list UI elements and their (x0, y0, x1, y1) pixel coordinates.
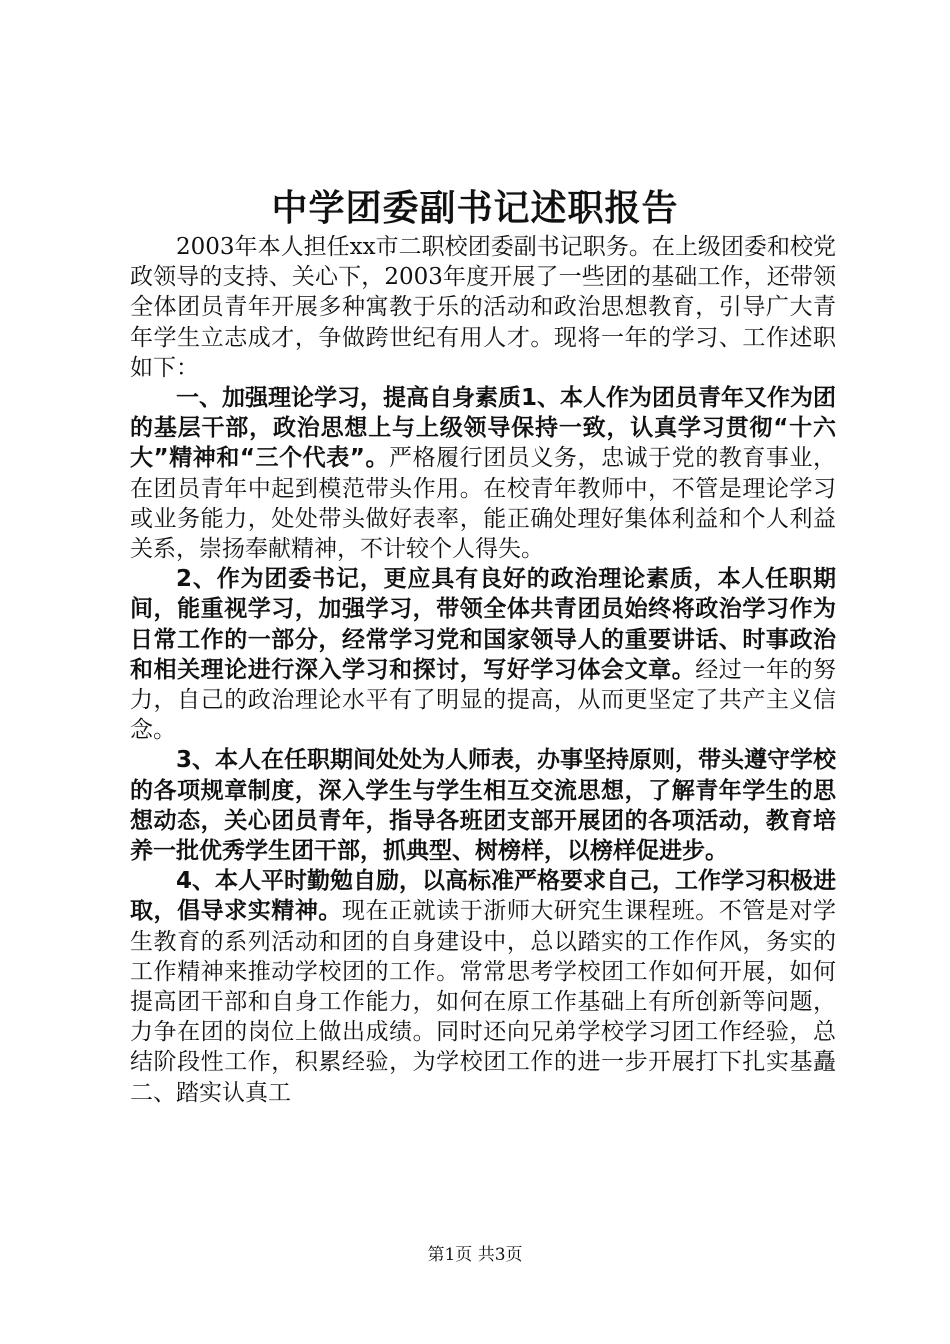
page-footer: 第1页 共3页 (427, 1245, 523, 1265)
document-title: 中学团委副书记述职报告 (271, 187, 679, 229)
bold-text-segment: 一、加强理论学习，提高自身素质1、本人作为团员青年又作为团的基层干部，政治思想上与上级领导保持一致，认真学习贯彻“十六大”精神和“三个代表”。 (130, 385, 837, 472)
bold-text-segment: 3、本人在任职期间处处为人师表，办事坚持原则，带头遵守学校的各项规章制度，深入学生与学生相互交流思想，了解青年学生的思想动态，关心团员青年，指导各班团支部开展团的各项活动，教育培养一批优秀学生团干部，抓典型、树榜样，以榜样促进步。 (130, 747, 837, 865)
text-segment: 严格履行团员义务，忠诚于党的教育事业，在团员青年中起到模范带头作用。在校青年教师中，不管是理论学习或业务能力，处处带头做好表率，能正确处理好集体利益和个人利益关系，崇扬奉献精神，不计较个人得失。 (130, 445, 836, 563)
bold-text-segment: 4、本人平时勤勉自励，以高标准严格要求自己，工作学习积极进取，倡导求实精神。 (130, 868, 837, 925)
text-segment: 经过一年的努力，自己的政治理论水平有了明显的提高，从而更坚定了共产主义信念。 (130, 656, 837, 744)
paragraph (130, 745, 836, 866)
paragraph (130, 232, 836, 383)
bold-text-segment: 2、作为团委书记，更应具有良好的政治理论素质，本人任职期间，能重视学习，加强学习，带领全体共青团员始终将政治学习作为日常工作的一部分，经常学习党和国家领导人的重要讲话、时事政治和相关理论进行深入学习和探讨，写好学习体会文章。 (130, 566, 836, 683)
text-segment: 现在正就读于浙师大研究生课程班。不管是对学生教育的系列活动和团的自身建设中，总以踏实的工作作风，务实的工作精神来推动学校团的工作。常常思考学校团工作如何开展，如何提高团干部和自身工作能力，如何在原工作基础上有所创新等问题，力争在团的岗位上做出成绩。同时还向兄弟学校学习团工作经验，总结阶段性工作，积累经验，为学校团工作的进一步开展打下扎实基矗二、踏实认真工 (130, 898, 837, 1106)
document-body (130, 232, 836, 1108)
paragraph (130, 866, 836, 1108)
text-segment: 2003年本人担任xx市二职校团委副书记职务。在上级团委和校党政领导的支持、关心下，2003年度开展了一些团的基础工作，还带领全体团员青年开展多种寓教于乐的活动和政治思想教育，引导广大青年学生立志成才，争做跨世纪有用人才。现将一年的学习、工作述职如下： (130, 234, 836, 381)
paragraph (130, 564, 836, 745)
paragraph (130, 383, 836, 564)
